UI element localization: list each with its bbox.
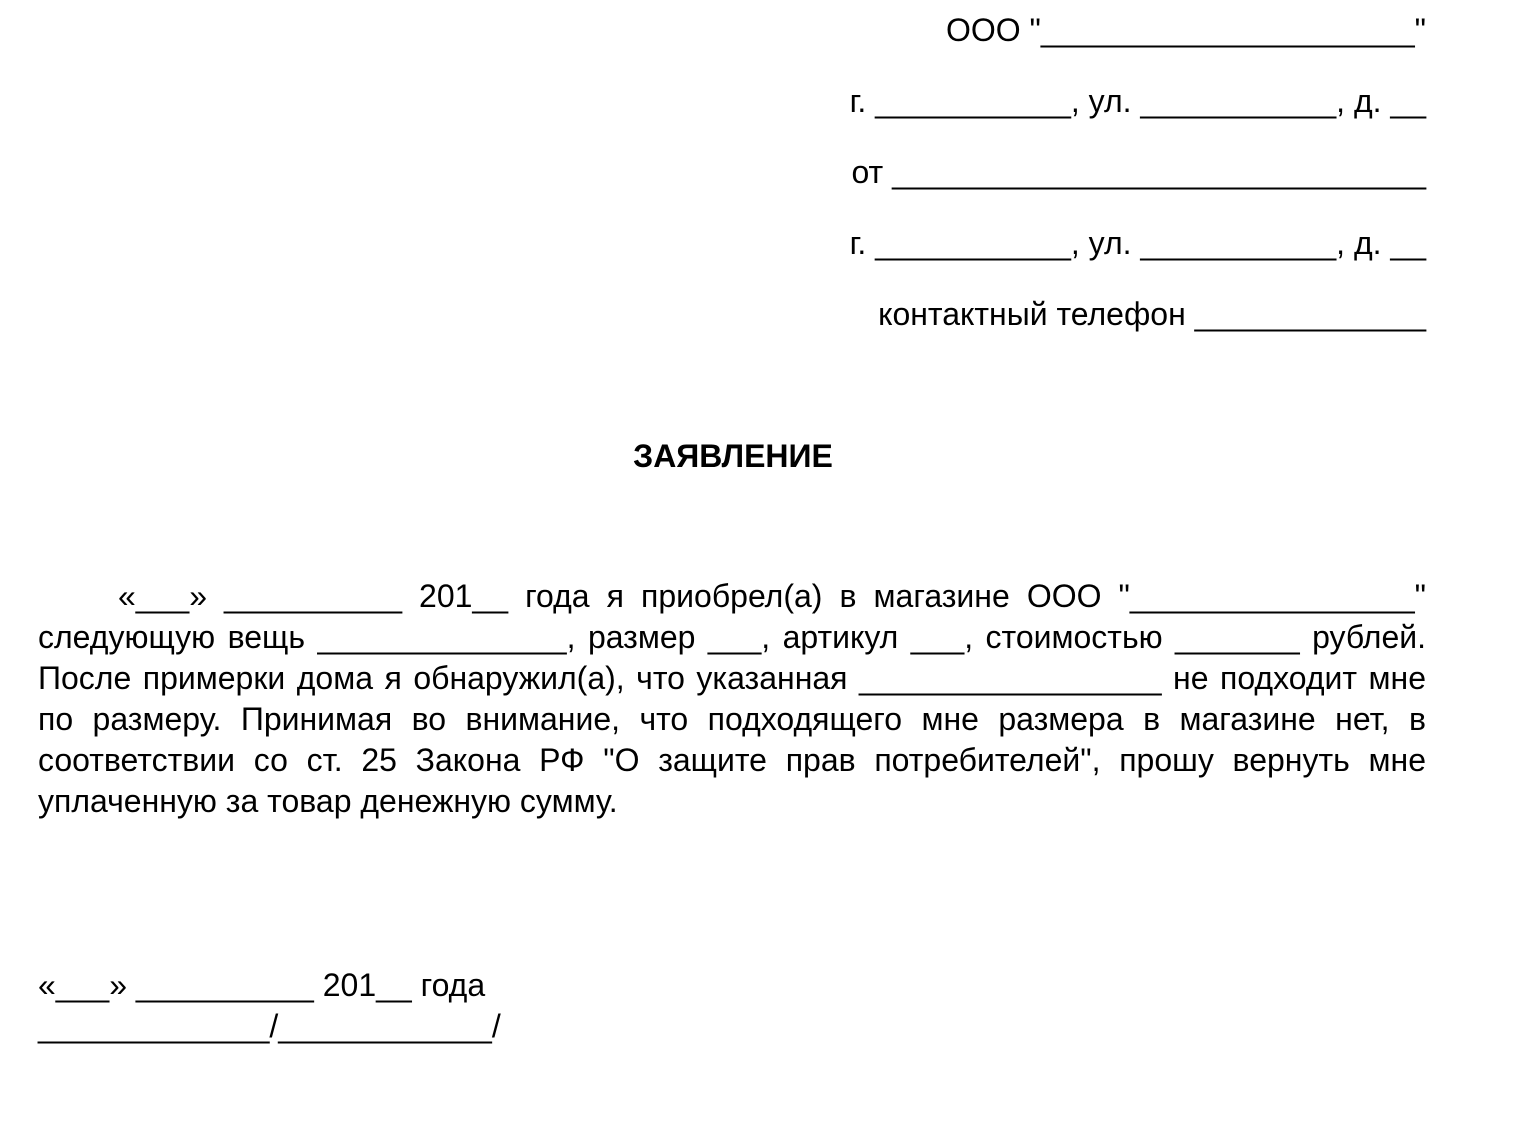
addressee-block [706, 10, 1426, 365]
sender-address-line: г. ___________, ул. ___________, д. __ [849, 225, 1426, 261]
statement-paragraph: «___» __________ 201__ года я приобрел(а) в магазине ООО "________________" следующую вещь ______________, размер ___, артикул ___, стоимостью _______ рублей. После примерки дома я обнаружил(а), что указанная _________________ не подходит мне по размеру. Принимая во внимание, что подходящего мне размера в магазине нет, в соответствии со ст. 25 Закона РФ "О защите прав потребителей", прошу вернуть мне уплаченную за товар денежную сумму. [38, 578, 1426, 819]
contact-phone-line: контактный телефон _____________ [878, 296, 1426, 332]
date-line: «___» __________ 201__ года [38, 967, 486, 1003]
statement-body [38, 576, 1426, 822]
signature-line: _____________/____________/ [38, 1008, 501, 1044]
signature-block [38, 965, 738, 1047]
sender-line: от ______________________________ [851, 154, 1426, 190]
organization-address-line: г. ___________, ул. ___________, д. __ [849, 83, 1426, 119]
organization-line: ООО "_____________________" [945, 12, 1426, 48]
document-title: ЗАЯВЛЕНИЕ [633, 438, 833, 474]
